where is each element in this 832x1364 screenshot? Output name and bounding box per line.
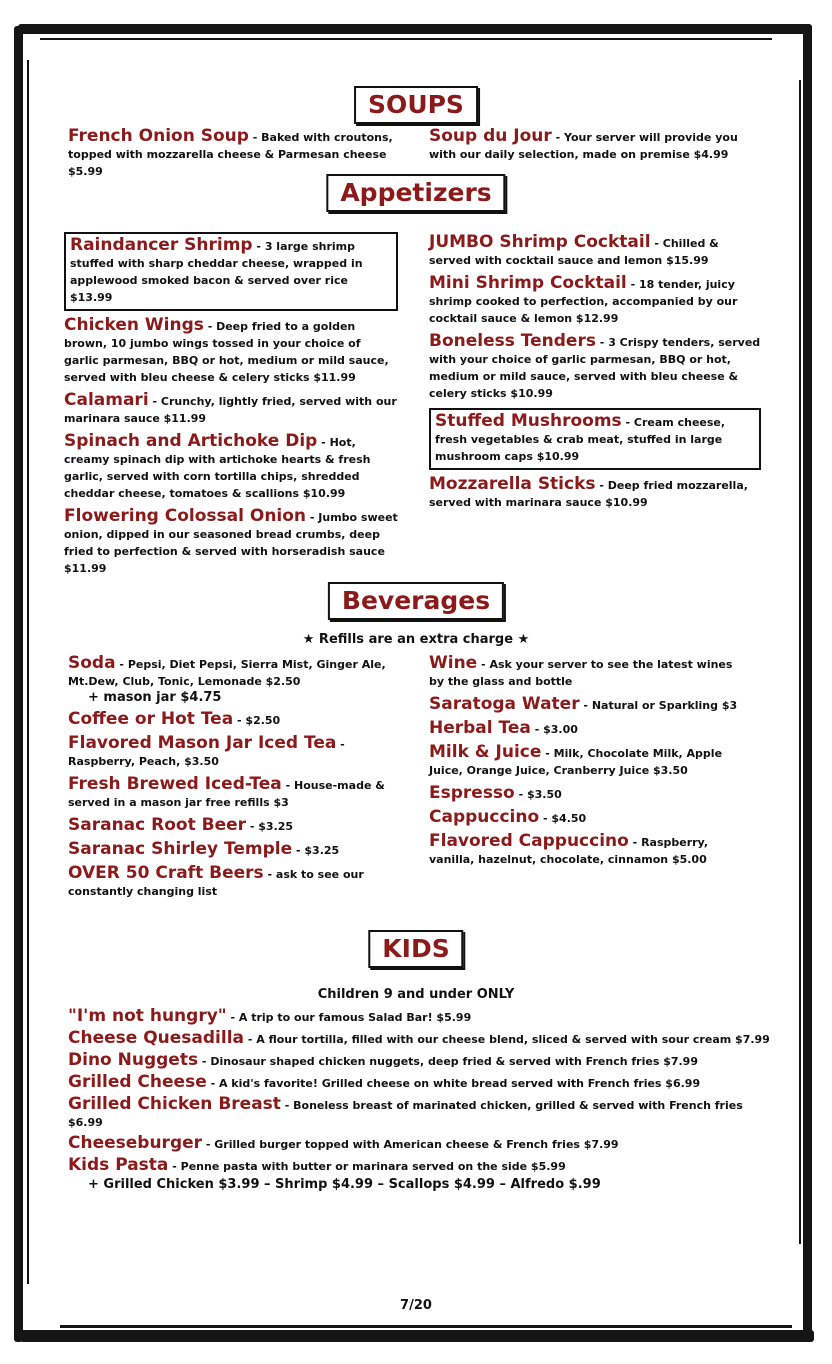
menu-item: Dino Nuggets - Dinosaur shaped chicken nuggets, deep fried & served with French fries $7.99 xyxy=(68,1050,698,1070)
menu-item: Herbal Tea - $3.00 xyxy=(429,718,578,738)
menu-item: Calamari - Crunchy, lightly fried, served with our marinara sauce $11.99 xyxy=(64,390,397,425)
menu-item: Soup du Jour - Your server will provide you with our daily selection, made on premise $4.99 xyxy=(429,126,738,161)
menu-item-description: Deep fried mozzarella, served with marinara sauce $10.99 xyxy=(429,479,748,509)
menu-item: Cappuccino - $4.50 xyxy=(429,807,587,827)
menu-item: Cheese Quesadilla - A flour tortilla, filled with our cheese blend, sliced & served with sour cream $7.99 xyxy=(68,1028,770,1048)
menu-item: Espresso - $3.50 xyxy=(429,783,562,803)
menu-item-name: Soda xyxy=(68,653,116,673)
beverages-left-column xyxy=(68,655,388,906)
menu-item-name: Coffee or Hot Tea xyxy=(68,709,234,729)
menu-item-name: OVER 50 Craft Beers xyxy=(68,863,264,883)
menu-item-description: Penne pasta with butter or marinara served on the side $5.99 xyxy=(180,1160,566,1173)
menu-item-description: Ask your server to see the latest wines by the glass and bottle xyxy=(429,658,733,688)
menu-item-name: Grilled Cheese xyxy=(68,1072,207,1092)
menu-item-name: Saratoga Water xyxy=(429,694,580,714)
menu-item-name: "I'm not hungry" xyxy=(68,1006,227,1026)
kids-age-note: Children 9 and under ONLY xyxy=(317,987,515,1002)
menu-item-description: $3.00 xyxy=(543,723,578,736)
menu-item-name: Grilled Chicken Breast xyxy=(68,1094,281,1114)
soups-right-column xyxy=(429,128,749,169)
appetizers-left-column xyxy=(64,232,398,583)
frame-top-stroke xyxy=(40,38,772,40)
menu-item-name: Cheese Quesadilla xyxy=(68,1028,245,1048)
kids-items xyxy=(68,1008,772,1175)
menu-item-description: ask to see our constantly changing list xyxy=(68,868,364,898)
menu-item: JUMBO Shrimp Cocktail - Chilled & served with cocktail sauce and lemon $15.99 xyxy=(429,232,719,267)
menu-item: Grilled Chicken Breast - Boneless breast of marinated chicken, grilled & served with French fries $6.99 xyxy=(68,1094,743,1129)
menu-item: Boneless Tenders - 3 Crispy tenders, served with your choice of garlic parmesan, BBQ or hot, medium or mild sauce, served with bleu cheese & celery sticks $10.99 xyxy=(429,331,761,400)
menu-item-description: Chilled & served with cocktail sauce and lemon $15.99 xyxy=(429,237,719,267)
beverages-right-column xyxy=(429,655,749,874)
kids-menu-list xyxy=(68,1008,772,1192)
menu-item-description: $2.50 xyxy=(245,714,281,727)
menu-item: Kids Pasta - Penne pasta with butter or marinara served on the side $5.99 xyxy=(68,1155,566,1175)
menu-item-name: Fresh Brewed Iced-Tea xyxy=(68,774,282,794)
menu-item-addon: + mason jar $4.75 xyxy=(88,690,222,705)
menu-item-description: Boneless breast of marinated chicken, grilled & served with French fries $6.99 xyxy=(68,1099,743,1129)
menu-item-description: Baked with croutons, topped with mozzarella cheese & Parmesan cheese $5.99 xyxy=(68,131,393,178)
frame-right xyxy=(803,24,812,1340)
menu-item-name: Stuffed Mushrooms xyxy=(435,411,622,431)
beverages-heading: Beverages xyxy=(328,582,504,620)
menu-item: Fresh Brewed Iced-Tea - House-made & served in a mason jar free refills $3 xyxy=(68,774,385,809)
menu-item: Mini Shrimp Cocktail - 18 tender, juicy shrimp cooked to perfection, accompanied by our cocktail sauce & lemon $12.99 xyxy=(429,273,738,325)
menu-item-description: Cream cheese, fresh vegetables & crab meat, stuffed in large mushroom caps $10.99 xyxy=(435,416,726,463)
menu-item-description: 3 large shrimp stuffed with sharp cheddar cheese, wrapped in applewood smoked bacon & served over rice $13.99 xyxy=(70,240,363,304)
menu-item: Mozzarella Sticks - Deep fried mozzarella, served with marinara sauce $10.99 xyxy=(429,474,748,509)
menu-item-description: Your server will provide you with our daily selection, made on premise $4.99 xyxy=(429,131,738,161)
menu-item-description: A kid's favorite! Grilled cheese on white bread served with French fries $6.99 xyxy=(218,1077,701,1090)
menu-item-name: Calamari xyxy=(64,390,149,410)
menu-item-description: Milk, Chocolate Milk, Apple Juice, Orange Juice, Cranberry Juice $3.50 xyxy=(429,747,723,777)
menu-item: Wine - Ask your server to see the latest wines by the glass and bottle xyxy=(429,653,733,688)
menu-item-name: Soup du Jour xyxy=(429,126,552,146)
menu-item-description: $3.50 xyxy=(526,788,562,801)
menu-item-name: Flowering Colossal Onion xyxy=(64,506,307,526)
menu-item-name: Boneless Tenders xyxy=(429,331,596,351)
menu-item: Saratoga Water - Natural or Sparkling $3 xyxy=(429,694,738,714)
menu-item-name: Wine xyxy=(429,653,478,673)
frame-right-stroke xyxy=(799,80,801,1244)
refills-note: ★ Refills are an extra charge ★ xyxy=(302,632,530,647)
menu-item-description: Dinosaur shaped chicken nuggets, deep fried & served with French fries $7.99 xyxy=(210,1055,698,1068)
frame-bottom-stroke xyxy=(60,1325,792,1328)
menu-item-name: Flavored Cappuccino xyxy=(429,831,629,851)
menu-item-description: 3 Crispy tenders, served with your choice of garlic parmesan, BBQ or hot, medium or mild sauce, served with bleu cheese & celery sticks $10.99 xyxy=(429,336,761,400)
menu-item-name: Mozzarella Sticks xyxy=(429,474,596,494)
menu-item-name: Cappuccino xyxy=(429,807,540,827)
menu-item-name: Spinach and Artichoke Dip xyxy=(64,431,318,451)
menu-item-description: Crunchy, lightly fried, served with our marinara sauce $11.99 xyxy=(64,395,397,425)
menu-item-description: A flour tortilla, filled with our cheese blend, sliced & served with sour cream $7.99 xyxy=(256,1033,770,1046)
menu-item-description: A trip to our famous Salad Bar! $5.99 xyxy=(238,1011,472,1024)
menu-item-name: JUMBO Shrimp Cocktail xyxy=(429,232,651,252)
menu-item: Chicken Wings - Deep fried to a golden brown, 10 jumbo wings tossed in your choice of garlic parmesan, BBQ or hot, medium or mild sauce, served with bleu cheese & celery sticks $11.99 xyxy=(64,315,389,384)
menu-item-name: Saranac Shirley Temple xyxy=(68,839,293,859)
menu-item-description: $4.50 xyxy=(551,812,587,825)
menu-item-name: Mini Shrimp Cocktail xyxy=(429,273,627,293)
appetizers-right-column xyxy=(429,234,761,517)
frame-left-stroke xyxy=(27,60,29,1284)
menu-item-name: Chicken Wings xyxy=(64,315,204,335)
menu-item-name: Kids Pasta xyxy=(68,1155,169,1175)
menu-item-name: Herbal Tea xyxy=(429,718,531,738)
menu-item: Coffee or Hot Tea - $2.50 xyxy=(68,709,281,729)
frame-left xyxy=(14,26,23,1342)
menu-item: Flavored Mason Jar Iced Tea - Raspberry, Peach, $3.50 xyxy=(68,733,345,768)
menu-item-name: French Onion Soup xyxy=(68,126,249,146)
menu-item-name: Espresso xyxy=(429,783,515,803)
menu-item: Cheeseburger - Grilled burger topped with American cheese & French fries $7.99 xyxy=(68,1133,619,1153)
kids-heading: KIDS xyxy=(368,930,463,968)
menu-item-description: $3.25 xyxy=(258,820,294,833)
kids-pasta-addons: + Grilled Chicken $3.99 – Shrimp $4.99 – Scallops $4.99 – Alfredo $.99 xyxy=(88,1177,601,1192)
menu-item-description: House-made & served in a mason jar free refills $3 xyxy=(68,779,385,809)
menu-item: Spinach and Artichoke Dip - Hot, creamy spinach dip with artichoke hearts & fresh garlic, served with corn tortilla chips, shredded cheddar cheese, tomatoes & scallions $10.99 xyxy=(64,431,371,500)
menu-item: Milk & Juice - Milk, Chocolate Milk, Apple Juice, Orange Juice, Cranberry Juice $3.50 xyxy=(429,742,723,777)
menu-item: Soda - Pepsi, Diet Pepsi, Sierra Mist, Ginger Ale, Mt.Dew, Club, Tonic, Lemonade $2.50 xyxy=(68,653,386,688)
menu-item: Grilled Cheese - A kid's favorite! Grilled cheese on white bread served with French fries $6.99 xyxy=(68,1072,701,1092)
menu-item: Raindancer Shrimp - 3 large shrimp stuffed with sharp cheddar cheese, wrapped in applewood smoked bacon & served over rice $13.99 xyxy=(64,232,398,311)
menu-item: French Onion Soup - Baked with croutons, topped with mozzarella cheese & Parmesan cheese $5.99 xyxy=(68,126,393,178)
menu-item-name: Dino Nuggets xyxy=(68,1050,199,1070)
menu-item-name: Flavored Mason Jar Iced Tea xyxy=(68,733,337,753)
menu-item-description: $3.25 xyxy=(304,844,340,857)
menu-item: "I'm not hungry" - A trip to our famous Salad Bar! $5.99 xyxy=(68,1006,472,1026)
menu-item-description: Jumbo sweet onion, dipped in our seasoned bread crumbs, deep fried to perfection & served with horseradish sauce $11.99 xyxy=(64,511,398,575)
menu-item-name: Cheeseburger xyxy=(68,1133,203,1153)
menu-item-name: Raindancer Shrimp xyxy=(70,235,253,255)
menu-item-name: Saranac Root Beer xyxy=(68,815,247,835)
menu-item-description: Raspberry, Peach, $3.50 xyxy=(68,755,219,768)
menu-item: Stuffed Mushrooms - Cream cheese, fresh vegetables & crab meat, stuffed in large mushroom caps $10.99 xyxy=(429,408,761,470)
menu-item: Saranac Shirley Temple - $3.25 xyxy=(68,839,340,859)
menu-item-description: Deep fried to a golden brown, 10 jumbo wings tossed in your choice of garlic parmesan, BBQ or hot, medium or mild sauce, served with bleu cheese & celery sticks $11.99 xyxy=(64,320,389,384)
menu-item: Flavored Cappuccino - Raspberry, vanilla, hazelnut, chocolate, cinnamon $5.00 xyxy=(429,831,709,866)
menu-item: Flowering Colossal Onion - Jumbo sweet onion, dipped in our seasoned bread crumbs, deep fried to perfection & served with horseradish sauce $11.99 xyxy=(64,506,398,575)
menu-item-description: Pepsi, Diet Pepsi, Sierra Mist, Ginger Ale, Mt.Dew, Club, Tonic, Lemonade $2.50 xyxy=(68,658,386,688)
menu-item-description: Grilled burger topped with American cheese & French fries $7.99 xyxy=(214,1138,619,1151)
menu-item-description: Natural or Sparkling $3 xyxy=(591,699,738,712)
page-number: 7/20 xyxy=(400,1298,432,1313)
soups-heading: SOUPS xyxy=(354,86,478,124)
menu-item: Saranac Root Beer - $3.25 xyxy=(68,815,294,835)
appetizers-heading: Appetizers xyxy=(326,174,505,212)
frame-bottom xyxy=(20,1330,814,1342)
menu-item-description: Raspberry, vanilla, hazelnut, chocolate, cinnamon $5.00 xyxy=(429,836,709,866)
menu-item: OVER 50 Craft Beers - ask to see our constantly changing list xyxy=(68,863,364,898)
menu-item-name: Milk & Juice xyxy=(429,742,542,762)
frame-top xyxy=(18,24,810,34)
menu-item-description: 18 tender, juicy shrimp cooked to perfection, accompanied by our cocktail sauce & lemon $12.99 xyxy=(429,278,738,325)
menu-item-description: Hot, creamy spinach dip with artichoke hearts & fresh garlic, served with corn tortilla chips, shredded cheddar cheese, tomatoes & scallions $10.99 xyxy=(64,436,371,500)
